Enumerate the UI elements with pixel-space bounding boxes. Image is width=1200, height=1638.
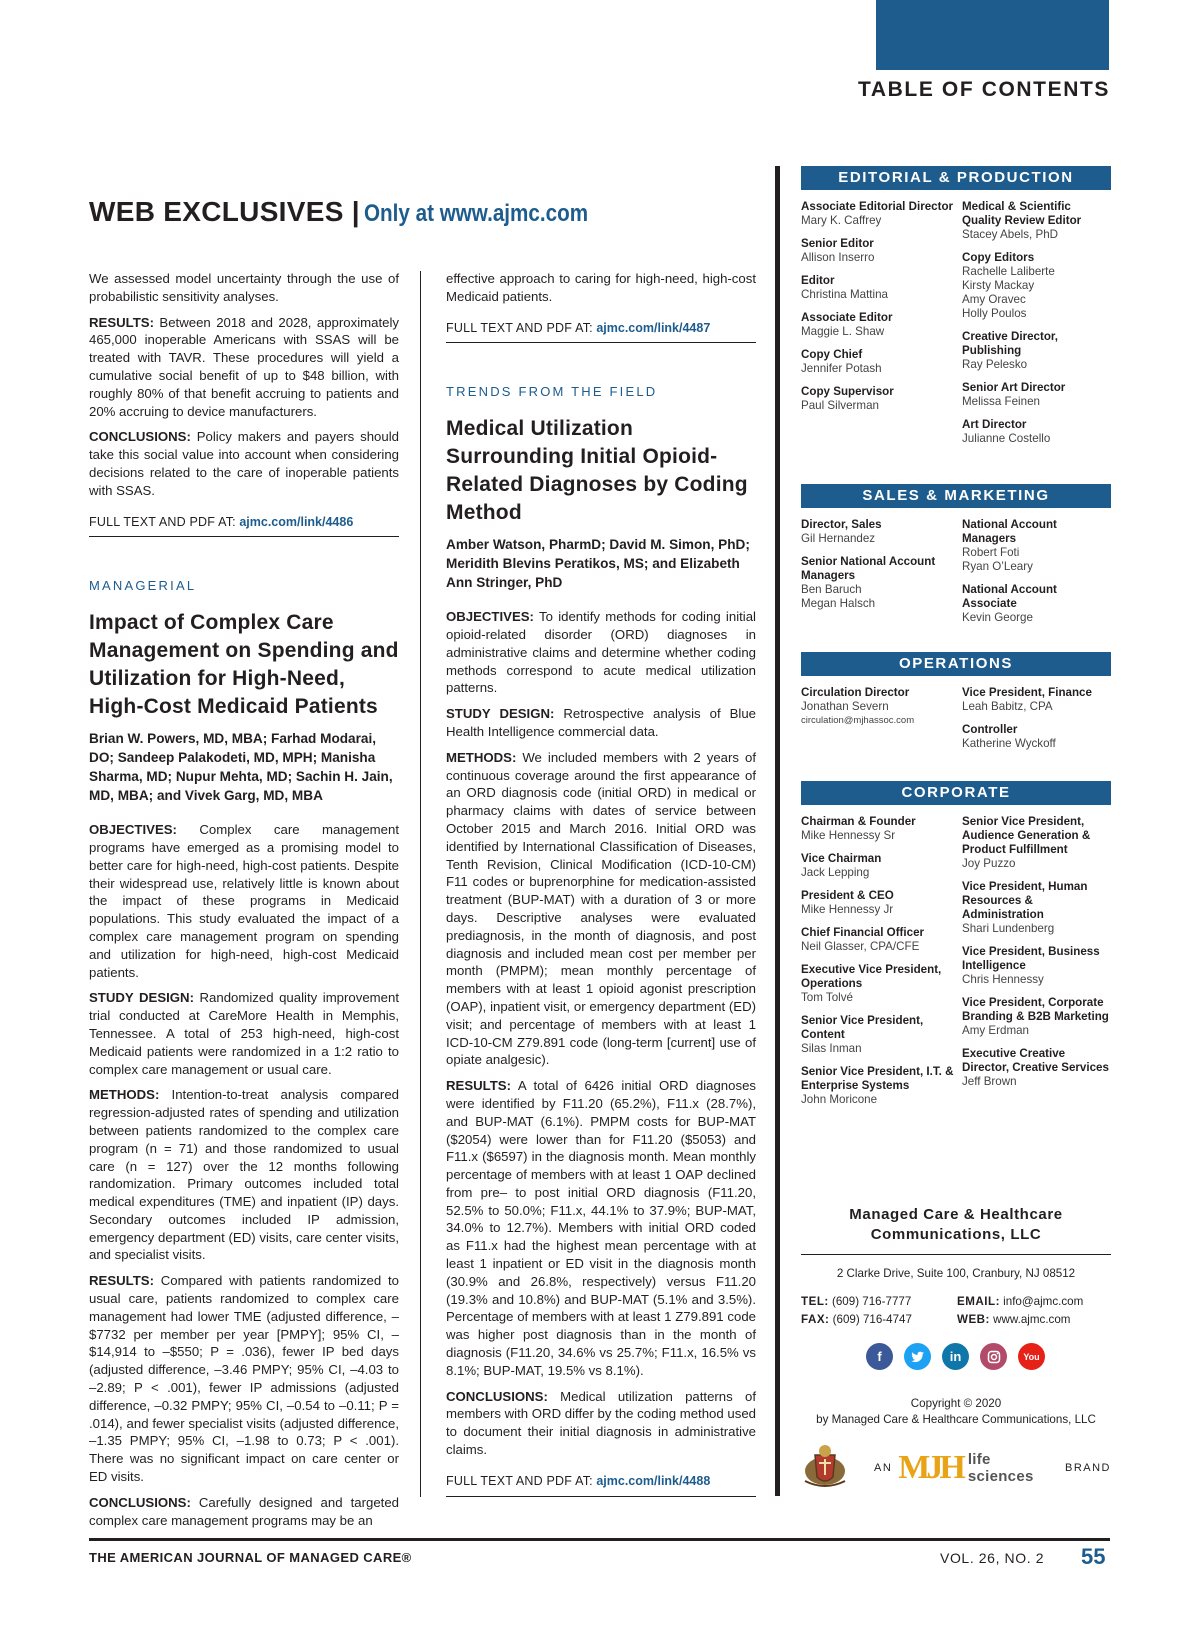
conclusions-paragraph: CONCLUSIONS: Carefully designed and targeted complex care management programs may be an: [89, 1494, 399, 1528]
staff-role: Vice President, Human Resources & Administration: [962, 880, 1088, 921]
staff-entry: [801, 348, 956, 376]
staff-role: Vice Chairman: [801, 852, 882, 865]
staff-name: Melissa Feinen: [962, 395, 1040, 408]
staff-role: Senior Vice President, I.T. & Enterprise Systems: [801, 1065, 954, 1092]
fulltext-link[interactable]: ajmc.com/link/4487: [596, 320, 711, 335]
staff-name: Megan Halsch: [801, 597, 876, 610]
staff-entry: [801, 1014, 956, 1056]
staff-name: Amy Erdman: [962, 1024, 1030, 1037]
staff-name: Allison Inserro: [801, 251, 875, 264]
article-title: Impact of Complex Care Management on Spending and Utilization for High-Need, High-Cost Medicaid Patients: [89, 611, 399, 719]
conclusions-paragraph: CONCLUSIONS: Policy makers and payers should take this social value into account when considering decisions related to the care of inoperable patients with SSAS.: [89, 429, 399, 498]
study-design-paragraph: STUDY DESIGN: Randomized quality improvement trial conducted at CareMore Health in Memphis, Tennessee. A total of 253 high-need, high-cost Medicaid patients were randomized in a 1:2 ratio to complex care management or usual care.: [89, 990, 399, 1077]
staff-name: Tom Tolvé: [801, 991, 853, 1004]
staff-entry: [962, 418, 1111, 446]
staff-entry: [962, 1047, 1111, 1089]
staff-name: Leah Babitz, CPA: [962, 700, 1053, 713]
top-color-tab: [876, 0, 1109, 70]
copyright-by: by Managed Care & Healthcare Communications, LLC: [816, 1413, 1096, 1426]
staff-entry: [801, 815, 956, 843]
staff-email[interactable]: circulation@mjhassoc.com: [801, 715, 915, 726]
staff-entry: [962, 815, 1111, 871]
contact-block: TEL: (609) 716-7777 EMAIL: info@ajmc.com FAX: (609) 716-4747 WEB: www.ajmc.com: [801, 1295, 1084, 1326]
staff-role: Associate Editor: [801, 311, 893, 324]
web-exclusives-header: [89, 196, 625, 228]
staff-role: Chairman & Founder: [801, 815, 916, 828]
staff-name: Stacey Abels, PhD: [962, 228, 1059, 241]
staff-role: Copy Supervisor: [801, 385, 894, 398]
article-authors: Amber Watson, PharmD; David M. Simon, PhD; Meridith Blevins Peratikos, MS; and Elizabeth Ann Stringer, PhD: [446, 537, 750, 591]
staff-name: Jonathan Severn: [801, 700, 889, 713]
staff-name: Mike Hennessy Jr: [801, 903, 894, 916]
staff-entry: [801, 274, 956, 302]
staff-role: Senior Vice President, Audience Generation & Product Fulfillment: [962, 815, 1091, 856]
twitter-icon[interactable]: [904, 1343, 931, 1370]
editorial-band: EDITORIAL & PRODUCTION: [801, 166, 1111, 190]
staff-role: Vice President, Finance: [962, 686, 1092, 699]
staff-name: Joy Puzzo: [962, 857, 1016, 870]
staff-name: Kirsty Mackay: [962, 279, 1035, 292]
tel-value[interactable]: (609) 716-7777: [832, 1295, 912, 1308]
staff-entry: [962, 880, 1111, 936]
fulltext-link-row: FULL TEXT AND PDF AT: ajmc.com/link/4486: [89, 514, 399, 538]
email-value[interactable]: info@ajmc.com: [1003, 1295, 1084, 1308]
corporate-left: [801, 815, 956, 1116]
staff-name: Rachelle Laliberte: [962, 265, 1055, 278]
youtube-icon[interactable]: You: [1018, 1343, 1045, 1370]
masthead-divider: [775, 166, 780, 1496]
staff-role: Copy Editors: [962, 251, 1035, 264]
instagram-icon[interactable]: [980, 1343, 1007, 1370]
operations-section: [801, 652, 1111, 760]
staff-role: Associate Editorial Director: [801, 200, 954, 213]
staff-name: Maggie L. Shaw: [801, 325, 885, 338]
mjh-logo-icon: MJH: [898, 1449, 962, 1486]
social-icons: [866, 1343, 1045, 1370]
operations-left: [801, 686, 956, 760]
brand-life-sciences: life sciences: [967, 1451, 1034, 1485]
copyright-block: [801, 1396, 1111, 1428]
publisher-block: [801, 1205, 1111, 1280]
staff-role: Senior Art Director: [962, 381, 1066, 394]
objectives-paragraph: OBJECTIVES: Complex care management programs have emerged as a promising model to better care for high-need, high-cost patients. Despite their widespread use, relatively little is known about the impact of these programs in Medicaid populations. This study evaluated the impact of a complex care management program on spending and utilization for high-need, high-cost Medicaid patients.: [89, 822, 399, 980]
staff-entry: [801, 686, 956, 728]
crest-logo-icon: [801, 1441, 849, 1493]
intro-text: We assessed model uncertainty through the use of probabilistic sensitivity analyses.: [89, 271, 399, 304]
staff-name: Mary K. Caffrey: [801, 214, 882, 227]
article-column-2: [446, 270, 756, 1537]
editorial-right: [956, 200, 1111, 455]
staff-name: Ben Baruch: [801, 583, 862, 596]
staff-name: Amy Oravec: [962, 293, 1026, 306]
fulltext-link-row: FULL TEXT AND PDF AT: ajmc.com/link/4488: [446, 1473, 756, 1497]
results-paragraph: RESULTS: Compared with patients randomized to usual care, patients randomized to complex care management had lower TME (adjusted difference, –$7732 per member per year [PMPY]; 95% CI, –$14,914 to –$550; P = .036), fewer IP bed days (adjusted difference, –3.46 PMPY; 95% CI, –4.03 to –2.89; P < .001), fewer IP admissions (adjusted difference, –0.32 PMPY; 95% CI, –0.54 to –0.11; P = .014), and fewer specialist visits (adjusted difference, –1.35 PMPY; 95% CI, –1.98 to 0.73; P < .001). There was no significant impact on care center or ED visits.: [89, 1273, 399, 1485]
staff-name: John Moricone: [801, 1093, 878, 1106]
corporate-section: [801, 781, 1111, 1116]
footer-page-number: 55: [1081, 1544, 1106, 1569]
staff-name: Katherine Wyckoff: [962, 737, 1056, 750]
results-paragraph: RESULTS: Between 2018 and 2028, approximately 465,000 inoperable Americans with SSAS will be treated with TAVR. These procedures will yield a cumulative social benefit of up to $48 billion, with roughly 80% of that benefit accruing to patients and 20% accruing to device manufacturers.: [89, 314, 399, 419]
staff-entry: [962, 583, 1111, 625]
sales-right: [956, 518, 1111, 634]
brand-word: BRAND: [1064, 1462, 1111, 1474]
staff-entry: [962, 200, 1111, 242]
results-paragraph: RESULTS: A total of 6426 initial ORD diagnoses were identified by F11.20 (65.2%), F11.x (28.7%), and BUP-MAT (6.1%). PMPM costs for BUP-MAT ($2054) were lower than for F11.20 ($5053) and F11.x ($6597) in the diagnosis month. Mean monthly percentage of members with at least 1 OAP declined from pre– to post initial ORD diagnosis (F11.20, 52.5% to 50.0%; F11.x, 44.1% to 37.9%; BUP-MAT, 34.0% to 12.7%). Members with initial ORD coded as F11.x had the highest mean percentage with at least 1 inpatient or ED visit in the diagnosis month (30.9% and 26.8%, respectively) versus F11.20 (19.3% and 10.8%) and BUP-MAT (5.1% and 3.5%). Percentage of members with at least 1 Z79.891 code was higher post diagnosis than in the month of diagnosis (F11.20, 34.6% vs 25.7%; F11.x, 16.5% vs 8.1%; BUP-MAT, 19.5% vs 8.1%).: [446, 1078, 757, 1378]
staff-name: Ryan O’Leary: [962, 560, 1033, 573]
staff-name: Kevin George: [962, 611, 1033, 624]
methods-paragraph: METHODS: We included members with 2 years of continuous coverage around the first appearance of an ORD diagnosis code (initial ORD) in medical or pharmacy claims with dates of service between October 2015 and March 2016. Initial ORD was identified by International Classification of Diseases, Tenth Revision, Clinical Modification (ICD-10-CM) F11 codes or buprenorphine for medication-assisted treatment (BUP-MAT) with a duration of 3 or more days. Descriptive analyses were evaluated prediagnosis, in the month of diagnosis, and post diagnosis and included mean cost per member per month (PMPM); mean monthly percentage of members with at least 1 opioid agonist prescription (OAP), inpatient visit, or emergency department (ED) visit; and percentage of members with at least 1 ICD-10-CM Z79.891 code (long-term [current] use of opiate analgesic).: [446, 749, 756, 1068]
linkedin-icon[interactable]: in: [942, 1343, 969, 1370]
staff-entry: [801, 1065, 956, 1107]
fulltext-link[interactable]: ajmc.com/link/4486: [239, 514, 354, 529]
staff-entry: [962, 330, 1111, 372]
staff-name: Holly Poulos: [962, 307, 1027, 320]
staff-role: Medical & Scientific Quality Review Editor: [962, 200, 1082, 227]
staff-role: Art Director: [962, 418, 1027, 431]
staff-name: Julianne Costello: [962, 432, 1051, 445]
staff-name: Paul Silverman: [801, 399, 879, 412]
staff-role: Senior Vice President, Content: [801, 1014, 924, 1041]
staff-entry: [801, 852, 956, 880]
staff-entry: [962, 723, 1111, 751]
staff-name: Mike Hennessy Sr: [801, 829, 896, 842]
sales-band: SALES & MARKETING: [801, 484, 1111, 508]
staff-entry: [962, 686, 1111, 714]
staff-entry: [962, 251, 1111, 321]
article-column-1: [89, 270, 399, 1537]
staff-entry: [962, 996, 1111, 1038]
staff-role: Senior Editor: [801, 237, 874, 250]
staff-name: Jeff Brown: [962, 1075, 1017, 1088]
staff-role: Editor: [801, 274, 835, 287]
staff-name: Robert Foti: [962, 546, 1020, 559]
web-exclusives-title: WEB EXCLUSIVES |: [89, 196, 360, 227]
staff-role: Director, Sales: [801, 518, 882, 531]
facebook-icon[interactable]: f: [866, 1343, 893, 1370]
methods-paragraph: METHODS: Intention-to-treat analysis compared regression-adjusted rates of spending and utilization between patients randomized to the complex care program (n = 71) and those randomized to usual care (n = 127) over the 12 months following randomization. Primary outcomes included total medical expenditures (TME) and inpatient (IP) days. Secondary outcomes included IP admission, emergency department (ED) visits, care center visits, and specialist visits.: [89, 1087, 399, 1263]
brand-an: AN: [874, 1462, 893, 1474]
staff-role: National Account Associate: [962, 583, 1057, 610]
toc-title: TABLE OF CONTENTS: [858, 78, 1110, 101]
objectives-paragraph: OBJECTIVES: To identify methods for coding initial opioid-related disorder (ORD) diagnoses in administrative claims and determine whether coding methods correspond to acute medical utilization patterns.: [446, 609, 756, 696]
corporate-band: CORPORATE: [801, 781, 1111, 805]
publisher-address: 2 Clarke Drive, Suite 100, Cranbury, NJ 08512: [836, 1267, 1076, 1280]
article-authors: Brian W. Powers, MD, MBA; Farhad Modarai, DO; Sandeep Palakodeti, MD, MPH; Manisha Sharma, MD; Nupur Mehta, MD; Sachin H. Jain, MD, MBA; and Vivek Garg, MD, MBA: [89, 731, 393, 804]
staff-name: Jack Lepping: [801, 866, 870, 879]
staff-name: Chris Hennessy: [962, 973, 1044, 986]
staff-role: Executive Creative Director, Creative Services: [962, 1047, 1109, 1074]
staff-role: Vice President, Corporate Branding & B2B Marketing: [962, 996, 1109, 1023]
staff-entry: [801, 518, 956, 546]
staff-name: Shari Lundenberg: [962, 922, 1055, 935]
column-divider: [420, 271, 421, 1497]
fulltext-link[interactable]: ajmc.com/link/4488: [596, 1473, 711, 1488]
study-design-paragraph: STUDY DESIGN: Retrospective analysis of Blue Health Intelligence commercial data.: [446, 706, 757, 739]
staff-entry: [801, 237, 956, 265]
fax-value: (609) 716-4747: [832, 1313, 912, 1326]
operations-band: OPERATIONS: [801, 652, 1111, 676]
corporate-right: [956, 815, 1111, 1116]
staff-entry: [801, 311, 956, 339]
brand-line: [874, 1449, 1111, 1487]
footer-volume: VOL. 26, NO. 2: [940, 1550, 1045, 1566]
operations-right: [956, 686, 1111, 760]
staff-entry: [962, 945, 1111, 987]
staff-role: Executive Vice President, Operations: [801, 963, 942, 990]
staff-entry: [801, 889, 956, 917]
section-label-trends: TRENDS FROM THE FIELD: [446, 384, 658, 400]
staff-name: Neil Glasser, CPA/CFE: [801, 940, 920, 953]
editorial-left: [801, 200, 956, 455]
staff-entry: [801, 385, 956, 413]
staff-role: Copy Chief: [801, 348, 863, 361]
publisher-name: Managed Care & Healthcare Communications, LLC: [849, 1206, 1063, 1243]
staff-name: Gil Hernandez: [801, 532, 876, 545]
staff-entry: [962, 381, 1111, 409]
staff-role: Circulation Director: [801, 686, 910, 699]
web-exclusives-subtitle[interactable]: Only at www.ajmc.com: [364, 200, 589, 227]
staff-entry: [801, 555, 956, 611]
staff-role: Creative Director, Publishing: [962, 330, 1059, 357]
staff-entry: [801, 963, 956, 1005]
web-value[interactable]: www.ajmc.com: [993, 1313, 1071, 1326]
staff-name: Ray Pelesko: [962, 358, 1028, 371]
staff-role: Chief Financial Officer: [801, 926, 925, 939]
staff-role: President & CEO: [801, 889, 894, 902]
copyright-line: Copyright © 2020: [910, 1397, 1002, 1410]
editorial-section: [801, 166, 1111, 455]
staff-entry: [801, 926, 956, 954]
footer-journal: THE AMERICAN JOURNAL OF MANAGED CARE®: [89, 1550, 412, 1565]
publisher-rule: [801, 1254, 1111, 1255]
sales-left: [801, 518, 956, 634]
staff-entry: [962, 518, 1111, 574]
conclusions-paragraph: CONCLUSIONS: Medical utilization patterns of members with ORD differ by the coding method used to document their initial diagnosis in administrative claims.: [446, 1388, 757, 1458]
continued-text: effective approach to caring for high-need, high-cost Medicaid patients.: [446, 271, 756, 304]
article-title: Medical Utilization Surrounding Initial Opioid-Related Diagnoses by Coding Method: [446, 417, 748, 525]
section-label-managerial: MANAGERIAL: [89, 578, 197, 594]
footer-rule: [89, 1538, 1110, 1541]
staff-role: Controller: [962, 723, 1018, 736]
fulltext-link-row: FULL TEXT AND PDF AT: ajmc.com/link/4487: [446, 320, 756, 344]
staff-entry: [801, 200, 956, 228]
sales-section: [801, 484, 1111, 634]
staff-name: Silas Inman: [801, 1042, 862, 1055]
staff-name: Christina Mattina: [801, 288, 888, 301]
staff-role: Vice President, Business Intelligence: [962, 945, 1100, 972]
staff-name: Jennifer Potash: [801, 362, 882, 375]
staff-role: National Account Managers: [962, 518, 1057, 545]
staff-role: Senior National Account Managers: [801, 555, 936, 582]
